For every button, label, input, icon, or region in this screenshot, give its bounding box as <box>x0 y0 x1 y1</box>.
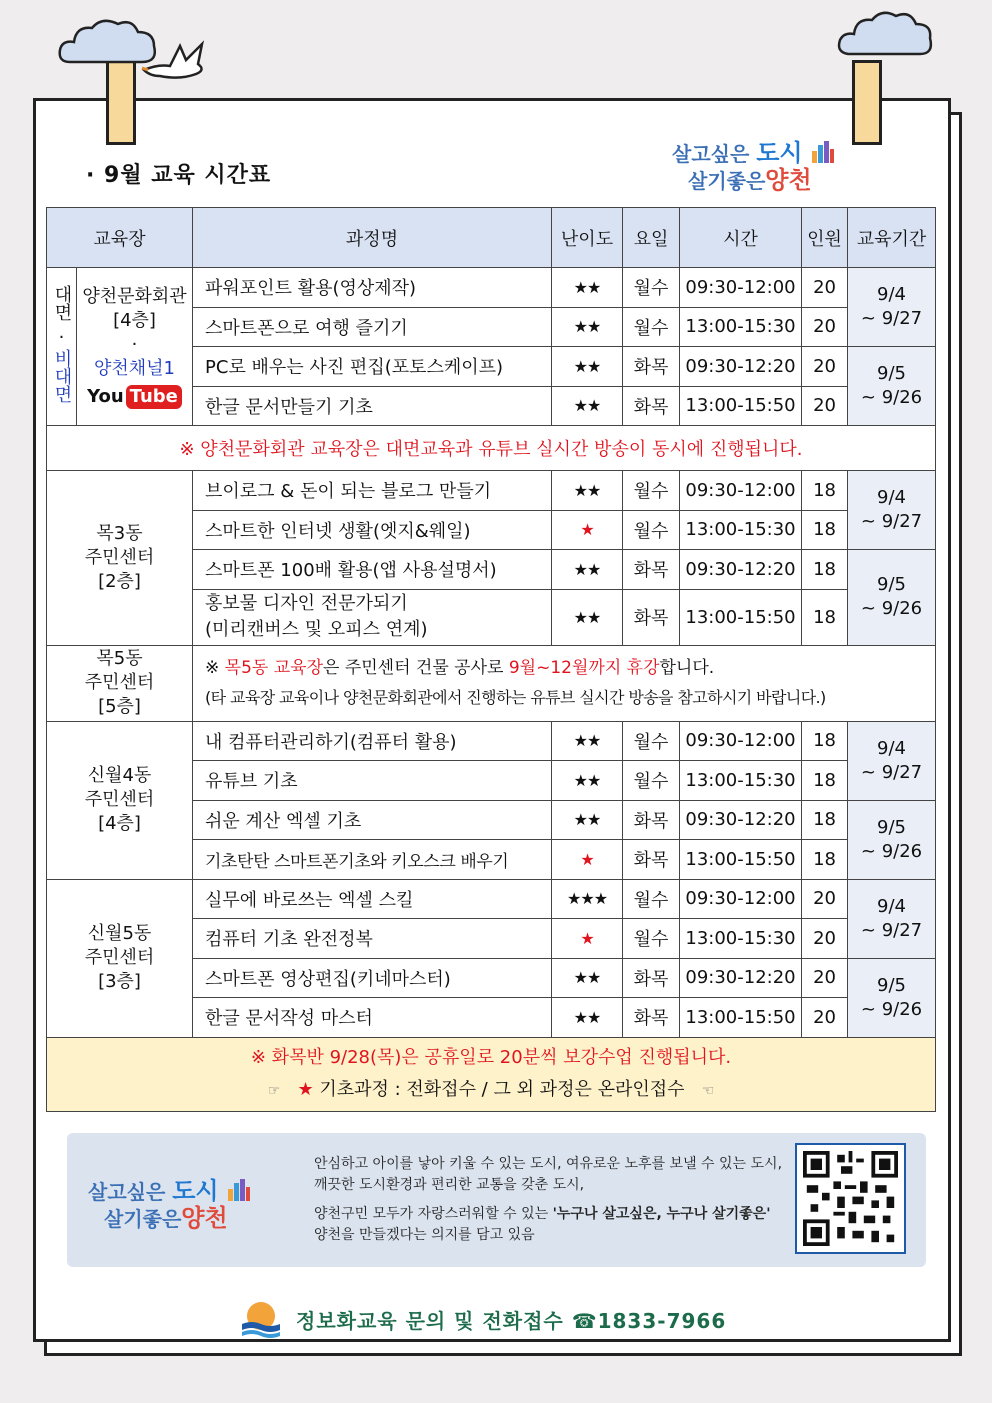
period-cell <box>848 550 936 646</box>
period-cell <box>848 800 936 879</box>
level-stars: ★★ <box>573 810 601 830</box>
period-end: ~ 9/27 <box>860 919 923 941</box>
venue-name: 주민센터 <box>84 947 155 968</box>
header-cell: 요일 <box>623 208 680 268</box>
header-cell: 교육장 <box>47 208 193 268</box>
period-cell <box>848 471 936 550</box>
time-cell: 09:30-12:00 <box>680 721 802 761</box>
day-cell: 월수 <box>623 919 680 959</box>
capacity-cell: 20 <box>802 307 848 347</box>
time-cell: 13:00-15:50 <box>680 840 802 880</box>
capacity-cell: 18 <box>802 721 848 761</box>
course-name: 스마트한 인터넷 생활(엣지&웨일) <box>193 510 552 550</box>
time-cell: 09:30-12:20 <box>680 958 802 998</box>
slogan-text: 살기좋은 <box>688 169 766 193</box>
time-cell: 13:00-15:30 <box>680 510 802 550</box>
level-stars: ★★ <box>573 1007 601 1027</box>
level-cell <box>552 840 623 880</box>
course-name: PC로 배우는 사진 편집(포토스케이프) <box>193 347 552 387</box>
header-cell: 과정명 <box>193 208 552 268</box>
day-cell: 화목 <box>623 347 680 387</box>
cloud-icon <box>836 8 936 62</box>
level-stars: ★★ <box>573 277 601 297</box>
banner-description <box>314 1154 784 1246</box>
period-end: ~ 9/27 <box>860 511 923 532</box>
paper-clip-right <box>852 60 882 145</box>
venue-name: 목5동 <box>96 648 143 669</box>
level-stars: ★★ <box>573 731 601 751</box>
table-row <box>47 721 936 761</box>
venue-name: 주민센터 <box>84 789 155 810</box>
period-start: 9/4 <box>877 895 906 917</box>
venue-floor: [5층] <box>98 696 141 717</box>
level-cell <box>552 589 623 645</box>
venue-cell <box>47 721 193 879</box>
level-stars: ★★ <box>573 607 601 627</box>
level-stars: ★★ <box>573 770 601 790</box>
level-cell <box>552 800 623 840</box>
period-start: 9/5 <box>877 974 906 996</box>
level-cell <box>552 761 623 801</box>
level-stars: ★★ <box>573 968 601 988</box>
period-start: 9/5 <box>877 574 906 596</box>
capacity-cell: 18 <box>802 761 848 801</box>
level-cell <box>552 268 623 308</box>
level-cell <box>552 510 623 550</box>
table-header-row <box>47 208 936 268</box>
youtube-logo <box>87 385 182 409</box>
holiday-notice: ※ 화목반 9/28(목)은 공휴일로 20분씩 보강수업 진행됩니다. <box>250 1046 732 1068</box>
registration-note <box>47 1074 935 1107</box>
mode-dot: · <box>58 326 65 348</box>
level-stars: ★★ <box>573 559 601 579</box>
mode-cell <box>47 268 77 426</box>
note-row <box>47 1037 936 1111</box>
mode-face: 대면 <box>51 284 73 321</box>
slogan-accent: 도시 <box>756 139 803 167</box>
time-cell: 09:30-12:20 <box>680 550 802 590</box>
level-stars: ★★ <box>573 396 601 416</box>
schedule-table <box>46 207 936 1112</box>
period-start: 9/4 <box>877 487 906 508</box>
venue-dot: · <box>131 333 138 355</box>
notice-text: ※ 양천문화회관 교육장은 대면교육과 유튜브 실시간 방송이 동시에 진행됩니다. <box>47 426 936 471</box>
venue-floor: [4층] <box>113 309 156 331</box>
time-cell: 13:00-15:50 <box>680 998 802 1038</box>
level-cell <box>552 307 623 347</box>
banner-text: 양천을 만들겠다는 의지를 담고 있음 <box>314 1227 535 1243</box>
venue-name: 신월4동 <box>87 765 152 786</box>
level-cell <box>552 721 623 761</box>
day-cell: 월수 <box>623 879 680 919</box>
hand-right-icon: ☞ <box>267 1082 281 1099</box>
venue-name: 양천문화회관 <box>82 285 187 307</box>
level-stars: ★★ <box>573 480 601 500</box>
level-cell <box>552 550 623 590</box>
venue-floor: [2층] <box>98 570 141 592</box>
building-icon <box>810 141 834 163</box>
notice-row <box>47 426 936 471</box>
venue-name: 주민센터 <box>84 672 155 693</box>
course-name: 쉬운 계산 엑셀 기초 <box>193 800 552 840</box>
time-cell: 09:30-12:20 <box>680 347 802 387</box>
table-row <box>47 268 936 308</box>
slogan-accent: 양천 <box>765 166 812 194</box>
venue-cell <box>47 471 193 646</box>
header-cell: 난이도 <box>552 208 623 268</box>
star-icon: ★ <box>297 1078 314 1100</box>
level-cell <box>552 919 623 959</box>
level-stars: ★ <box>580 928 594 948</box>
period-end: ~ 9/26 <box>860 840 923 862</box>
closure-text: (타 교육장 교육이나 양천문화회관에서 진행하는 유튜브 실시간 방송을 참고하시기 바랍니다.) <box>205 688 826 707</box>
header-cell: 시간 <box>680 208 802 268</box>
closure-notice <box>193 645 936 721</box>
table-row <box>47 471 936 511</box>
day-cell: 월수 <box>623 721 680 761</box>
banner-emphasis: '누구나 살고싶은, 누구나 살기좋은' <box>552 1206 771 1222</box>
level-stars: ★★ <box>573 317 601 337</box>
closure-text: 합니다. <box>659 658 715 678</box>
level-stars: ★ <box>580 849 594 869</box>
time-cell: 13:00-15:30 <box>680 919 802 959</box>
level-cell <box>552 471 623 511</box>
course-name: 스마트폰으로 여행 즐기기 <box>193 307 552 347</box>
level-stars: ★★ <box>573 356 601 376</box>
period-cell <box>848 721 936 800</box>
closure-highlight: 목5동 교육장 <box>224 658 324 678</box>
day-cell: 화목 <box>623 589 680 645</box>
period-cell <box>848 347 936 426</box>
time-cell: 09:30-12:20 <box>680 800 802 840</box>
capacity-cell: 20 <box>802 268 848 308</box>
time-cell: 13:00-15:50 <box>680 386 802 426</box>
slogan-text: 살고싶은 <box>88 1180 173 1204</box>
period-cell <box>848 268 936 347</box>
youtube-tube: Tube <box>126 385 182 409</box>
banner-paragraph: 안심하고 아이를 낳아 키울 수 있는 도시, 여유로운 노후를 보낼 수 있는 도시, 깨끗한 도시환경과 편리한 교통을 갖춘 도시, <box>314 1156 783 1193</box>
course-line: (미리캔버스 및 오피스 연계) <box>205 619 428 640</box>
channel-name: 양천채널1 <box>94 357 176 379</box>
building-icon <box>226 1179 250 1201</box>
qr-code[interactable] <box>795 1143 906 1254</box>
day-cell: 월수 <box>623 510 680 550</box>
course-name: 한글 문서작성 마스터 <box>193 998 552 1038</box>
venue-cell <box>77 268 193 426</box>
course-name: 내 컴퓨터관리하기(컴퓨터 활용) <box>193 721 552 761</box>
course-name: 컴퓨터 기초 완전정복 <box>193 919 552 959</box>
note-cell <box>47 1037 936 1111</box>
venue-name: 목3동 <box>96 522 143 544</box>
capacity-cell: 20 <box>802 879 848 919</box>
day-cell: 화목 <box>623 958 680 998</box>
day-cell: 화목 <box>623 386 680 426</box>
contact-info: 정보화교육 문의 및 전화접수 ☎1833-7966 <box>296 1308 727 1333</box>
venue-cell <box>47 645 193 721</box>
time-cell: 09:30-12:00 <box>680 879 802 919</box>
venue-name: 주민센터 <box>84 546 155 568</box>
course-name: 기초탄탄 스마트폰기초와 키오스크 배우기 <box>193 840 552 880</box>
slogan-text: 살고싶은 <box>672 142 757 166</box>
course-line: 홍보물 디자인 전문가되기 <box>205 593 408 614</box>
capacity-cell: 18 <box>802 800 848 840</box>
venue-floor: [4층] <box>98 813 141 834</box>
paper-clip-left <box>106 60 136 145</box>
course-name: 스마트폰 영상편집(키네마스터) <box>193 958 552 998</box>
day-cell: 월수 <box>623 268 680 308</box>
course-name: 유튜브 기초 <box>193 761 552 801</box>
page-title: · 9월 교육 시간표 <box>86 163 272 188</box>
course-name: 한글 문서만들기 기초 <box>193 386 552 426</box>
venue-cell <box>47 879 193 1037</box>
time-cell: 09:30-12:00 <box>680 268 802 308</box>
course-name: 실무에 바로쓰는 엑셀 스킬 <box>193 879 552 919</box>
level-cell <box>552 879 623 919</box>
banner-paragraph <box>314 1204 784 1246</box>
period-end: ~ 9/26 <box>860 387 923 408</box>
period-end: ~ 9/27 <box>860 308 923 329</box>
day-cell: 화목 <box>623 840 680 880</box>
slogan-accent: 양천 <box>181 1204 228 1232</box>
slogan-accent: 도시 <box>172 1177 219 1205</box>
youtube-you: You <box>87 385 124 407</box>
header-cell: 인원 <box>802 208 848 268</box>
capacity-cell: 18 <box>802 510 848 550</box>
period-end: ~ 9/27 <box>860 761 923 783</box>
slogan-text: 살기좋은 <box>104 1207 182 1231</box>
capacity-cell: 18 <box>802 550 848 590</box>
period-start: 9/5 <box>877 363 906 384</box>
time-cell: 13:00-15:30 <box>680 761 802 801</box>
period-start: 9/4 <box>877 737 906 759</box>
course-name: 파워포인트 활용(영상제작) <box>193 268 552 308</box>
banner-text: 양천구민 모두가 자랑스러워할 수 있는 <box>314 1206 553 1222</box>
venue-floor: [3층] <box>98 971 141 992</box>
course-name: 브이로그 & 돈이 되는 블로그 만들기 <box>193 471 552 511</box>
period-end: ~ 9/26 <box>860 998 923 1020</box>
level-stars: ★★★ <box>567 889 608 909</box>
closure-text: ※ <box>205 658 225 678</box>
footer <box>238 1296 726 1342</box>
venue-name: 신월5동 <box>87 923 152 944</box>
level-cell <box>552 998 623 1038</box>
closure-highlight: 9월~12월까지 휴강 <box>508 658 660 678</box>
bird-icon <box>140 40 210 86</box>
capacity-cell: 20 <box>802 347 848 387</box>
period-cell <box>848 958 936 1037</box>
registration-text: 기초과정 : 전화접수 / 그 외 과정은 온라인접수 <box>313 1078 685 1100</box>
capacity-cell: 20 <box>802 998 848 1038</box>
level-stars: ★ <box>580 520 594 540</box>
yangcheon-emblem <box>238 1296 284 1342</box>
period-end: ~ 9/26 <box>860 598 923 620</box>
table-row <box>47 879 936 919</box>
level-cell <box>552 347 623 387</box>
level-cell <box>552 386 623 426</box>
period-cell <box>848 879 936 958</box>
mode-nonface: 비대면 <box>51 348 73 403</box>
capacity-cell: 18 <box>802 471 848 511</box>
course-name: 스마트폰 100배 활용(앱 사용설명서) <box>193 550 552 590</box>
header-cell: 교육기간 <box>848 208 936 268</box>
day-cell: 월수 <box>623 307 680 347</box>
day-cell: 화목 <box>623 998 680 1038</box>
slogan-logo <box>88 1178 250 1232</box>
capacity-cell: 20 <box>802 919 848 959</box>
hand-left-icon: ☜ <box>701 1082 715 1099</box>
capacity-cell: 20 <box>802 386 848 426</box>
slogan-logo <box>672 140 834 194</box>
closure-row <box>47 645 936 721</box>
period-start: 9/5 <box>877 816 906 838</box>
closure-text: 은 주민센터 건물 공사로 <box>323 658 509 678</box>
time-cell: 09:30-12:00 <box>680 471 802 511</box>
time-cell: 13:00-15:30 <box>680 307 802 347</box>
day-cell: 화목 <box>623 550 680 590</box>
day-cell: 월수 <box>623 471 680 511</box>
course-name <box>193 589 552 645</box>
day-cell: 월수 <box>623 761 680 801</box>
period-start: 9/4 <box>877 284 906 305</box>
capacity-cell: 18 <box>802 589 848 645</box>
day-cell: 화목 <box>623 800 680 840</box>
capacity-cell: 20 <box>802 958 848 998</box>
time-cell: 13:00-15:50 <box>680 589 802 645</box>
capacity-cell: 18 <box>802 840 848 880</box>
qr-code-pattern <box>803 1151 898 1246</box>
level-cell <box>552 958 623 998</box>
